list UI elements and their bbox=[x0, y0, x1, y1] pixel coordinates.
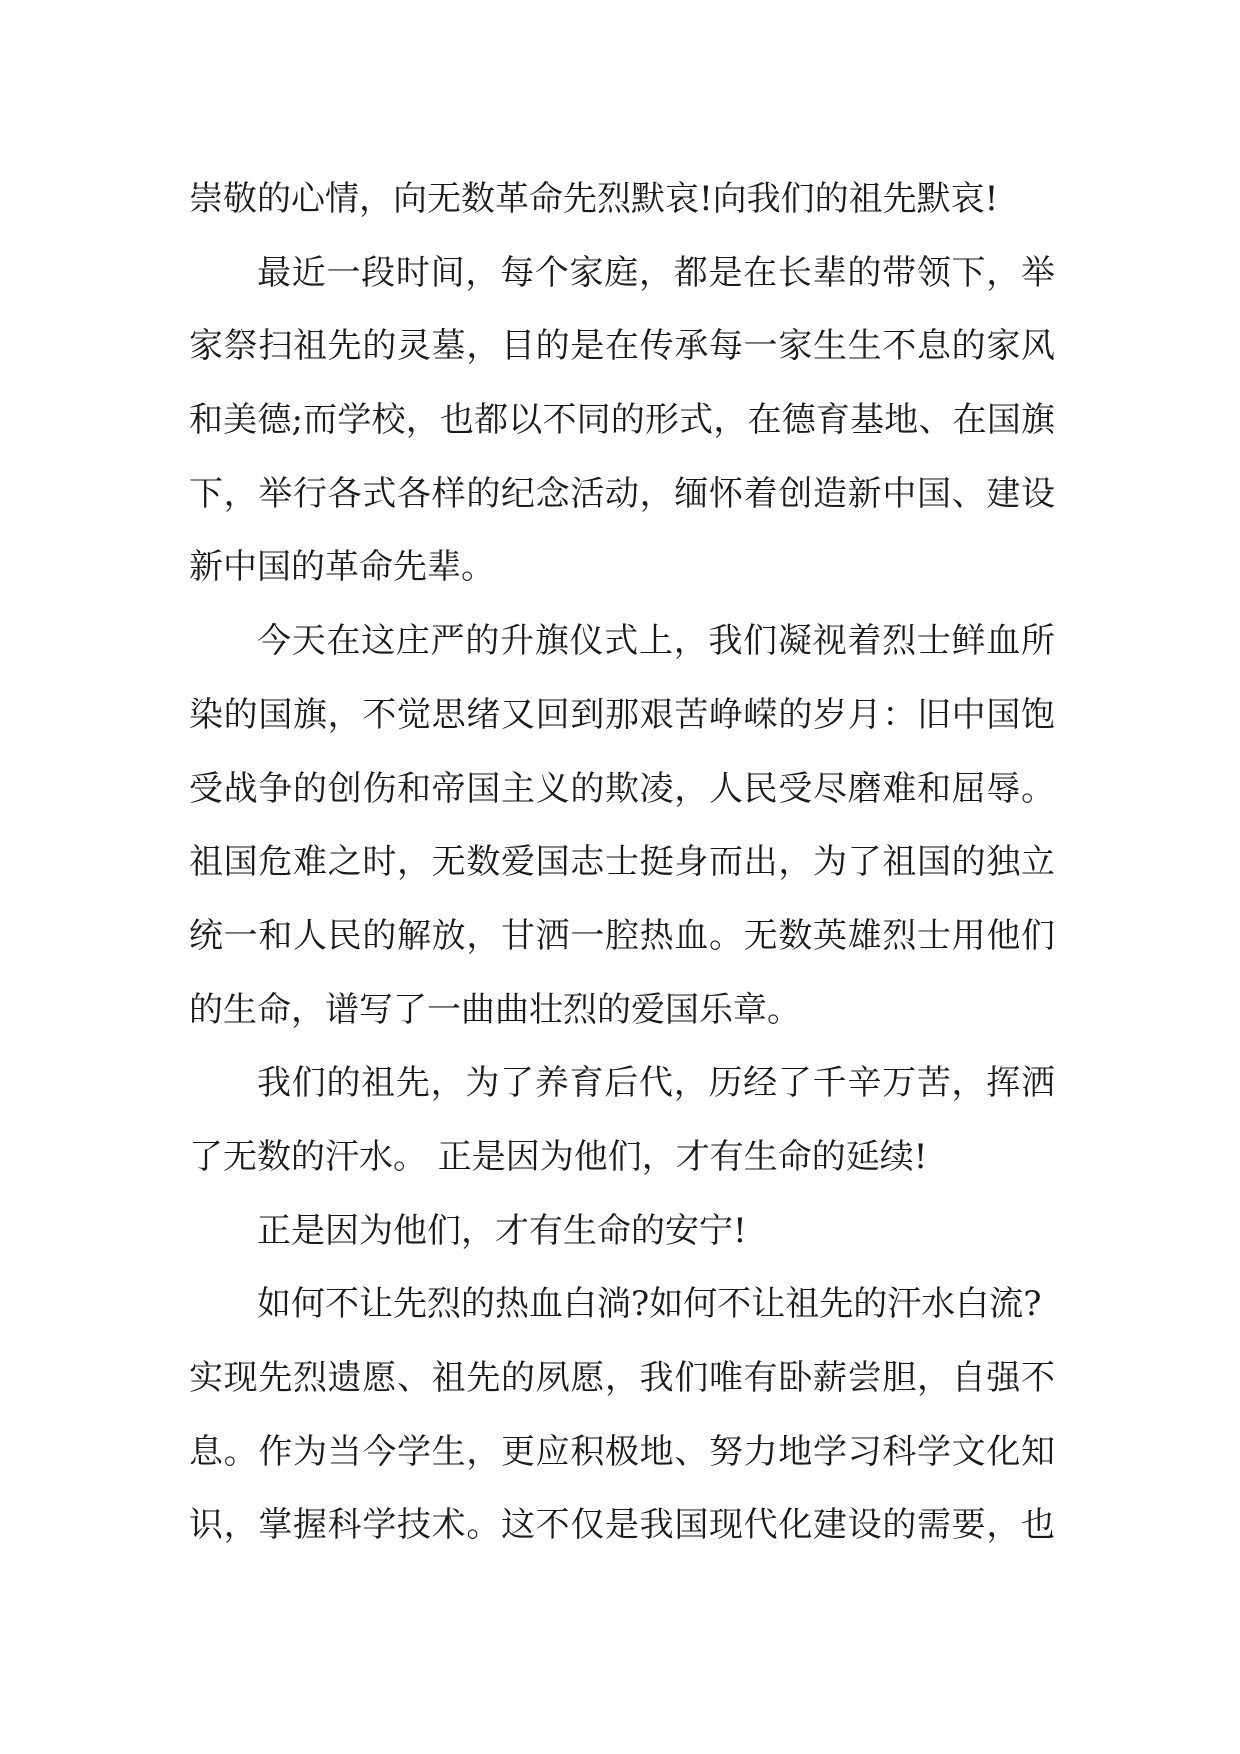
paragraph-first-line: 最近一段时间，每个家庭，都是在长辈的带领下，举 bbox=[257, 252, 1055, 293]
document-page bbox=[189, 163, 1055, 1563]
paragraph-first-line: 今天在这庄严的升旗仪式上，我们凝视着烈士鲜血所 bbox=[257, 621, 1055, 662]
text-line: 识，掌握科学技术。这不仅是我国现代化建设的需要，也 bbox=[189, 1505, 1055, 1546]
text-line: 崇敬的心情，向无数革命先烈默哀!向我们的祖先默哀! bbox=[189, 179, 999, 219]
text-line: 受战争的创伤和帝国主义的欺凌，人民受尽磨难和屈辱。 bbox=[189, 768, 1055, 809]
text-line: 的生命，谱写了一曲曲壮烈的爱国乐章。 bbox=[189, 989, 801, 1030]
text-line: 了无数的汗水。 正是因为他们，才有生命的延续! bbox=[189, 1136, 928, 1177]
text-line: 统一和人民的解放，甘洒一腔热血。无数英雄烈士用他们 bbox=[189, 915, 1055, 956]
text-line: 祖国危难之时，无数爱国志士挺身而出，为了祖国的独立 bbox=[189, 842, 1055, 883]
text-line: 息。作为当今学生，更应积极地、努力地学习科学文化知 bbox=[189, 1431, 1055, 1472]
text-line: 家祭扫祖先的灵墓，目的是在传承每一家生生不息的家风 bbox=[189, 326, 1055, 367]
text-line: 和美德;而学校，也都以不同的形式，在德育基地、在国旗 bbox=[189, 400, 1055, 441]
text-line: 染的国旗，不觉思绪又回到那艰苦峥嵘的岁月：旧中国饱 bbox=[189, 694, 1055, 735]
text-line: 下，举行各式各样的纪念活动，缅怀着创造新中国、建设 bbox=[189, 473, 1055, 514]
paragraph-first-line: 我们的祖先，为了养育后代，历经了千辛万苦，挥洒 bbox=[257, 1063, 1055, 1104]
text-line: 实现先烈遗愿、祖先的夙愿，我们唯有卧薪尝胆，自强不 bbox=[189, 1358, 1055, 1398]
paragraph-first-line: 如何不让先烈的热血白淌?如何不让祖先的汗水白流? bbox=[257, 1284, 1042, 1325]
text-line: 新中国的革命先辈。 bbox=[189, 547, 495, 588]
paragraph-first-line: 正是因为他们，才有生命的安宁! bbox=[257, 1210, 747, 1251]
